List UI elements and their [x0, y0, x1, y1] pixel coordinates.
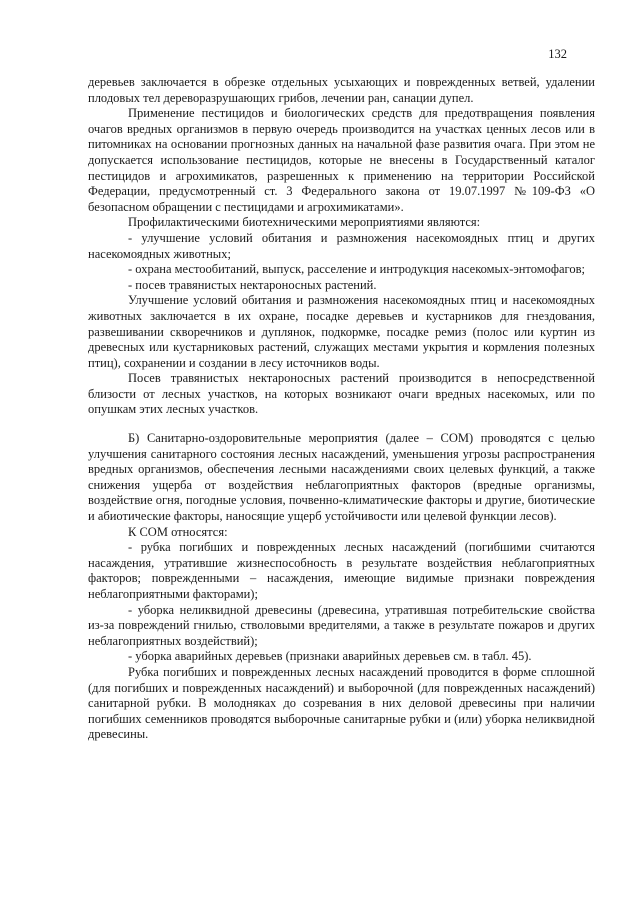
paragraph: - посев травянистых нектароносных растений.: [128, 277, 377, 292]
paragraph: Улучшение условий обитания и размножения насекомоядных птиц и насекомоядных животных заключается в их охране, посадке деревьев и кустарников для гнездования, развешивании скворечников и дуплянок, подкормке, посадке ремиз (полос или куртин из древесных или кустарниковых растений, служащих местами укрытия и кормления полезных птиц), сохранении и создании в лесу источников воды.: [88, 293, 595, 370]
paragraph: - уборка аварийных деревьев (признаки аварийных деревьев см. в табл. 45).: [128, 649, 532, 664]
paragraph: - улучшение условий обитания и размножения насекомоядных птиц и других насекомоядных животных;: [88, 230, 595, 261]
paragraph: К СОМ относятся:: [128, 524, 228, 539]
paragraph: - уборка неликвидной древесины (древесина, утратившая потребительские свойства из-за повреждений гнилью, стволовыми вредителями, а также в результате пожаров и других неблагоприятных воздействий);: [88, 602, 595, 648]
paragraph: Профилактическими биотехническими мероприятиями являются:: [128, 215, 481, 230]
paragraph: Посев травянистых нектароносных растений производится в непосредственной близости от лесных участков, на которых возникают очаги вредных насекомых, или по опушкам этих лесных участков.: [88, 371, 595, 417]
body-text: [88, 75, 595, 743]
paragraph: - рубка погибших и поврежденных лесных насаждений (погибшими считаются насаждения, утратившие жизнеспособность в результате воздействия неблагоприятных факторов; поврежденными – насаждения, имеющие видимые признаки повреждения неблагоприятными факторами);: [88, 540, 595, 601]
paragraph: Применение пестицидов и биологических средств для предотвращения появления очагов вредных организмов в первую очередь производится на участках ценных лесов или в питомниках на основании прогнозных данных на начальной фазе развития очага. При этом не допускается использование пестицидов, которые не внесены в Государственный каталог пестицидов и агрохимикатов, разрешенных к применению на территории Российской Федерации, предусмотренный ст. 3 Федерального закона от 19.07.1997 №109-ФЗ «О безопасном обращении с пестицидами и агрохимикатами».: [88, 106, 595, 214]
page-number: 132: [548, 47, 567, 61]
paragraph: Б) Санитарно-оздоровительные мероприятия (далее – СОМ) проводятся с целью улучшения санитарного состояния лесных насаждений, уменьшения угрозы распространения вредных организмов, обеспечения лесными насаждениями своих целевых функций, а также снижения ущерба от воздействия неблагоприятных факторов (вредные организмы, воздействие огня, погодные условия, почвенно-климатические факторы и другие, биотические и абиотические факторы, наносящие ущерб устойчивости или целевой функции лесов).: [88, 431, 595, 524]
paragraph-gap: [88, 418, 595, 431]
paragraph: деревьев заключается в обрезке отдельных усыхающих и поврежденных ветвей, удалении плодовых тел дереворазрушающих грибов, лечении ран, санации дупел.: [88, 75, 595, 105]
paragraph: Рубка погибших и поврежденных лесных насаждений проводится в форме сплошной (для погибших и поврежденных насаждений) и выборочной (для поврежденных насаждений) санитарной рубки. В молодняках до созревания в них деловой древесины при наличии погибших семенников проводятся выборочные санитарные рубки и (или) уборка неликвидной древесины.: [88, 664, 595, 742]
paragraph: - охрана местообитаний, выпуск, расселение и интродукция насекомых-энтомофагов;: [128, 262, 585, 277]
